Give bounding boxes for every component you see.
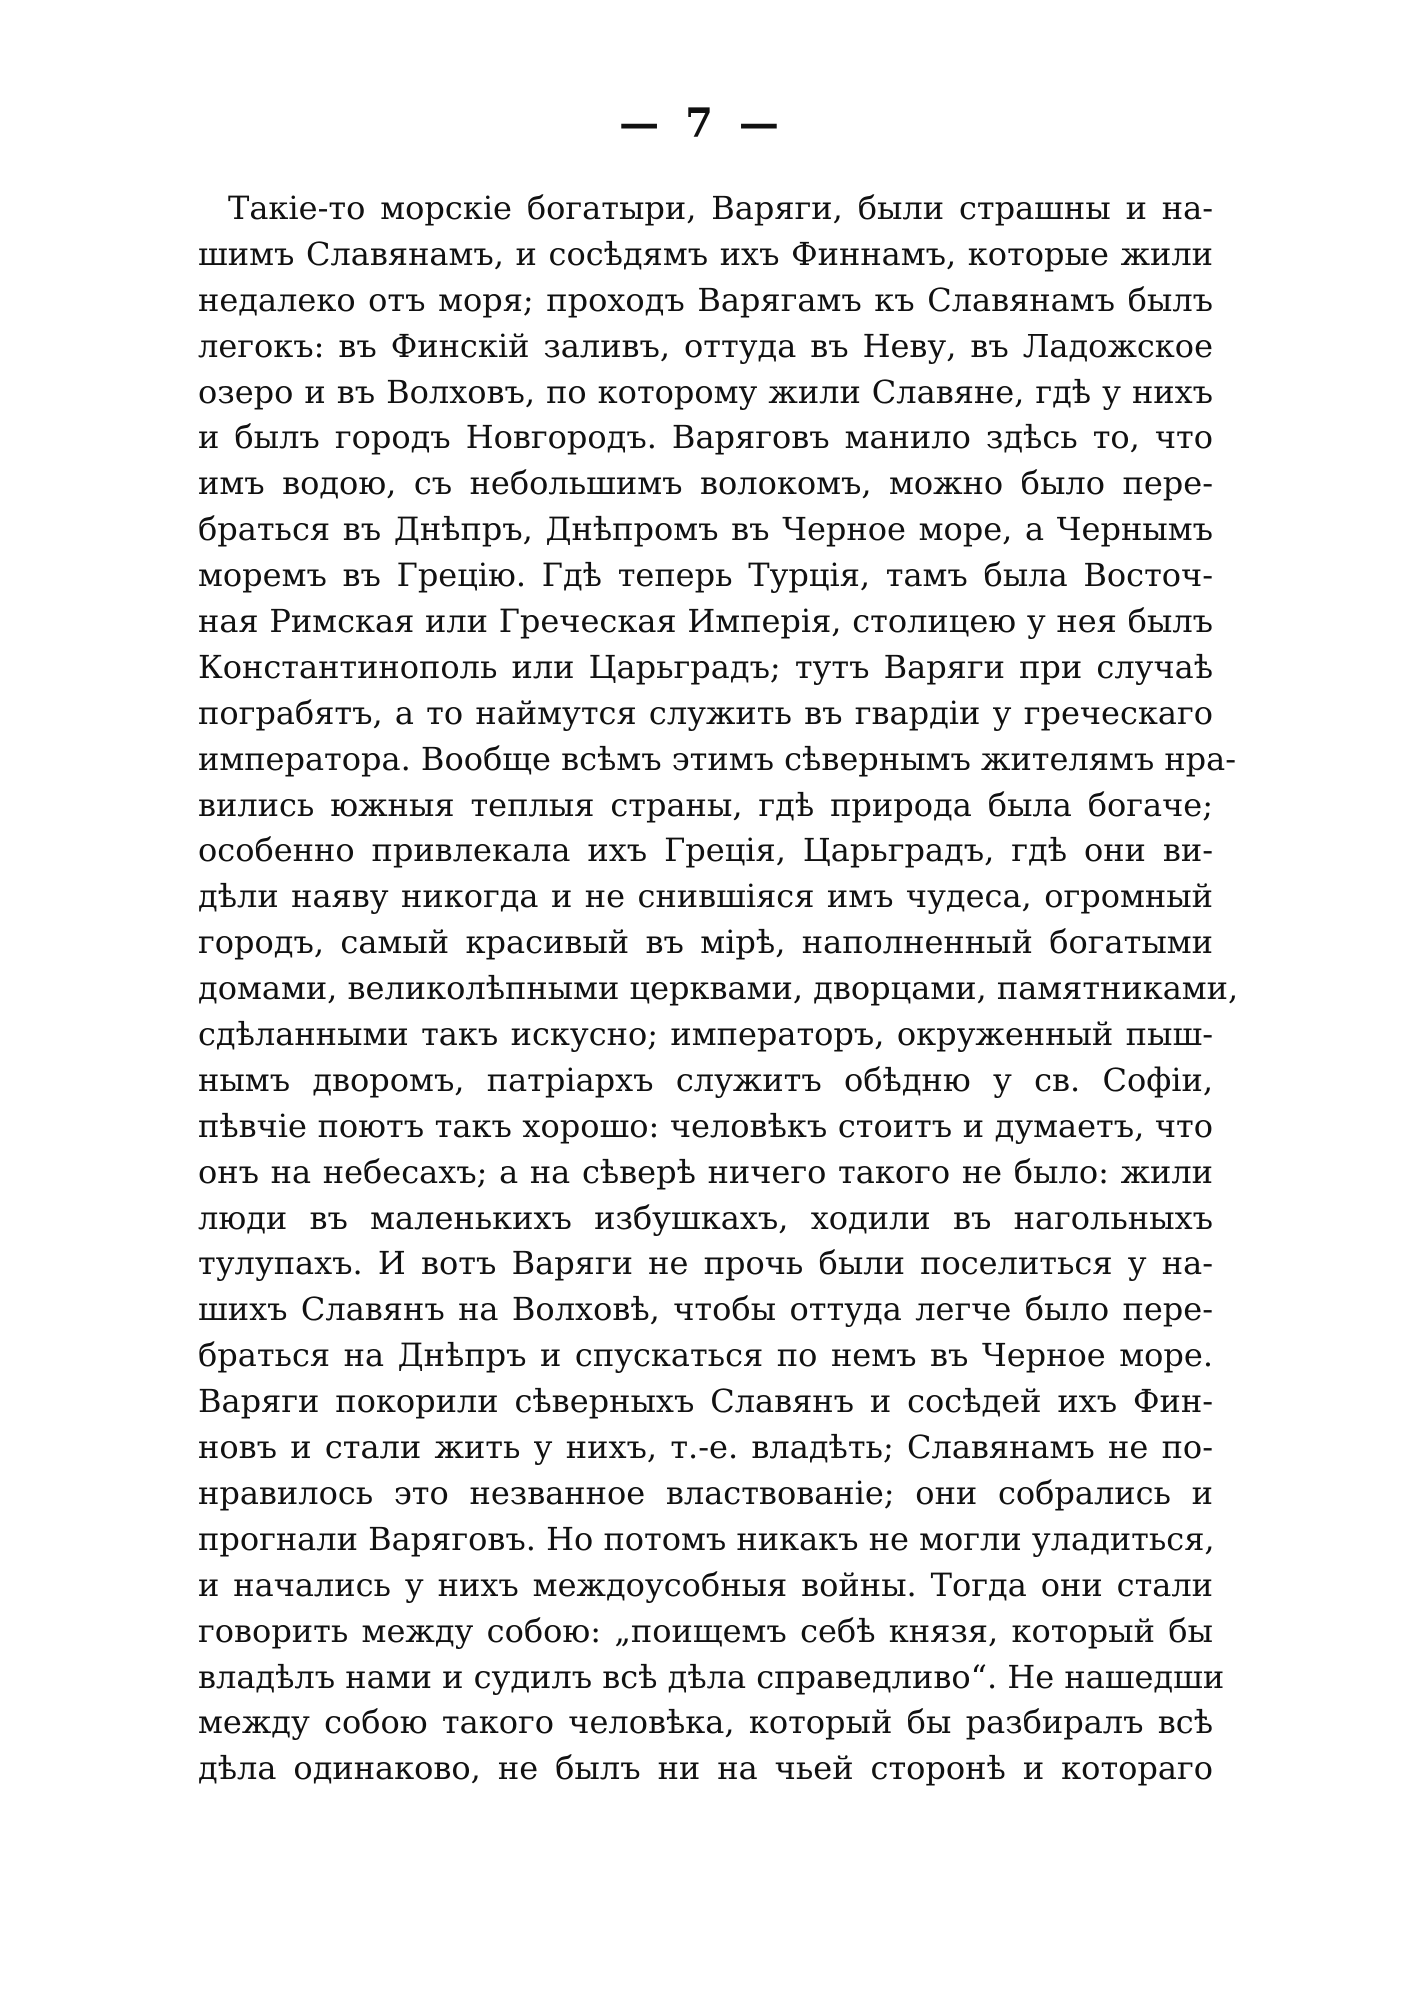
text-line-7: имъ водою, съ небольшимъ волокомъ, можно было пере- <box>198 464 1213 503</box>
text-line-23: люди въ маленькихъ избушкахъ, ходили въ нагольныхъ <box>198 1198 1213 1237</box>
text-line-3: недалеко отъ моря; проходъ Варягамъ къ Славянамъ былъ <box>198 280 1213 319</box>
page-number: — 7 — <box>619 100 785 147</box>
text-line-27: Варяги покорили сѣверныхъ Славянъ и сосѣдей ихъ Фин- <box>198 1382 1213 1421</box>
text-line-6: и былъ городъ Новгородъ. Варяговъ манило здѣсь то, что <box>198 418 1213 457</box>
text-line-22: онъ на небесахъ; а на сѣверѣ ничего такого не было: жили <box>198 1152 1213 1191</box>
text-line-26: браться на Днѣпръ и спускаться по немъ въ Черное море. <box>198 1336 1213 1375</box>
text-line-25: шихъ Славянъ на Волховѣ, чтобы оттуда легче было пере- <box>198 1290 1213 1329</box>
text-line-16: дѣли наяву никогда и не снившіяся имъ чудеса, огромный <box>198 877 1213 916</box>
text-line-29: нравилось это незванное властвованіе; они собрались и <box>198 1473 1213 1512</box>
body-text <box>198 186 1239 1792</box>
text-line-8: браться въ Днѣпръ, Днѣпромъ въ Черное море, а Чернымъ <box>198 510 1213 549</box>
text-line-33: владѣлъ нами и судилъ всѣ дѣла справедливо“. Не нашедши <box>198 1657 1225 1696</box>
text-line-35: дѣла одинаково, не былъ ни на чьей сторонѣ и котораго <box>198 1749 1213 1788</box>
text-line-14: вились южныя теплыя страны, гдѣ природа была богаче; <box>198 785 1213 824</box>
text-line-15: особенно привлекала ихъ Греція, Царьградъ, гдѣ они ви- <box>198 831 1213 870</box>
text-line-2: шимъ Славянамъ, и сосѣдямъ ихъ Финнамъ, которые жили <box>198 234 1213 273</box>
text-line-24: тулупахъ. И вотъ Варяги не прочь были поселиться у на- <box>198 1244 1213 1283</box>
text-line-31: и начались у нихъ междоусобныя войны. Тогда они стали <box>198 1565 1213 1604</box>
text-line-12: пограбятъ, а то наймутся служить въ гвардіи у греческаго <box>198 693 1213 732</box>
text-line-19: сдѣланными такъ искусно; императоръ, окруженный пыш- <box>198 1015 1213 1054</box>
text-line-9: моремъ въ Грецію. Гдѣ теперь Турція, тамъ была Восточ- <box>198 556 1213 595</box>
text-line-5: озеро и въ Волховъ, по которому жили Славяне, гдѣ у нихъ <box>198 372 1213 411</box>
text-line-17: городъ, самый красивый въ мірѣ, наполненный богатыми <box>198 923 1213 962</box>
text-line-18: домами, великолѣпными церквами, дворцами, памятниками, <box>198 969 1239 1008</box>
text-line-32: говорить между собою: „поищемъ себѣ князя, который бы <box>198 1611 1213 1650</box>
text-line-1: Такіе-то морскіе богатыри, Варяги, были страшны и на- <box>228 189 1213 227</box>
text-line-11: Константинополь или Царьградъ; тутъ Варяги при случаѣ <box>198 647 1213 686</box>
text-line-30: прогнали Варяговъ. Но потомъ никакъ не могли уладиться, <box>198 1519 1215 1558</box>
text-line-4: легокъ: въ Финскій заливъ, оттуда въ Неву, въ Ладожское <box>198 326 1213 365</box>
text-line-13: императора. Вообще всѣмъ этимъ сѣвернымъ жителямъ нра- <box>198 739 1237 778</box>
text-line-21: пѣвчіе поютъ такъ хорошо: человѣкъ стоитъ и думаетъ, что <box>198 1106 1213 1145</box>
text-line-20: нымъ дворомъ, патріархъ служитъ обѣдню у св. Софіи, <box>198 1060 1213 1099</box>
text-line-28: новъ и стали жить у нихъ, т.-е. владѣть; Славянамъ не по- <box>198 1428 1213 1467</box>
text-line-10: ная Римская или Греческая Имперія, столицею у нея былъ <box>198 602 1213 641</box>
text-line-34: между собою такого человѣка, который бы разбиралъ всѣ <box>198 1703 1213 1742</box>
